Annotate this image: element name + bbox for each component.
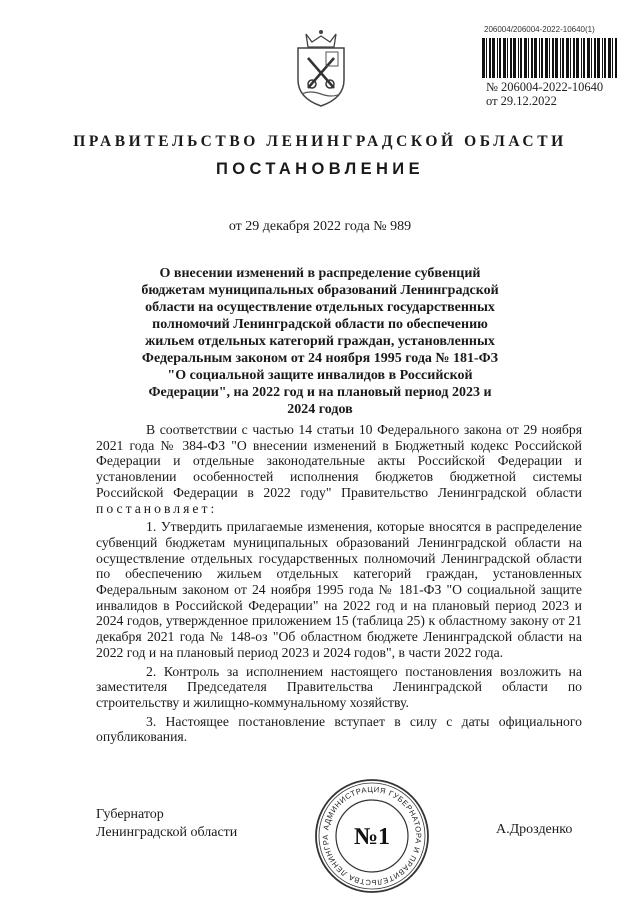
svg-text:№1: №1 xyxy=(353,824,391,850)
svg-text:АДМИНИСТРАЦИЯ ГУБЕРНАТОРА И ПР: АДМИНИСТРАЦИЯ ГУБЕРНАТОРА И ПРАВИТЕЛЬСТВА ЛЕНИНГРА xyxy=(320,784,424,888)
coat-of-arms-icon xyxy=(290,28,352,108)
preamble-text: В соответствии с частью 14 статьи 10 Федерального закона от 29 ноября 2021 года № 384-ФЗ "О внесении изменений в Бюджетный кодекс Российской Федерации и отдельные законодательные акты Российской Федерации и установлении особенностей исполнения бюджетов бюджетной системы Российской Федерации в 2022 году" Правительство Ленинградской области xyxy=(96,422,582,500)
document-title: О внесении изменений в распределение субвенций бюджетам муниципальных образований Ленинградской области на осуществление отдельных государственных полномочий Ленинградской области по обеспечению жильем отдельных категорий граждан, установленных Федеральным законом от 24 ноября 1995 года № 181-ФЗ "О социальной защите инвалидов в Российской Федерации", на 2022 год и на плановый период 2023 и 2024 годов xyxy=(141,266,499,417)
item-1-paragraph: 1. Утвердить прилагаемые изменения, которые вносятся в распределение субвенций бюджетам муниципальных образований Ленинградской области на осуществление отдельных государственных полномочий Ленинградской области по обеспечению жильем отдельных категорий граждан, установленных Федеральным законом от 24 ноября 1995 года № 181-ФЗ "О социальной защите инвалидов в Российской Федерации" на 2022 год и на плановый период 2023 и 2024 годов, утвержденное приложением 15 (таблица 25) к областному закону от 21 декабря 2021 года № 148-оз "Об областном бюджете Ленинградской области на 2022 год и на плановый период 2023 и 2024 годов", в части 2022 года. xyxy=(96,519,582,660)
document-body xyxy=(96,422,582,748)
signer-position-line1: Губернатор xyxy=(96,807,164,822)
registration-date: от 29.12.2022 xyxy=(486,94,557,108)
government-name: ПРАВИТЕЛЬСТВО ЛЕНИНГРАДСКОЙ ОБЛАСТИ xyxy=(73,133,567,150)
preamble-paragraph xyxy=(96,422,582,516)
item-2-paragraph: 2. Контроль за исполнением настоящего постановления возложить на заместителя Председателя Правительства Ленинградской области по строительству и жилищно-коммунальному хозяйству. xyxy=(96,663,582,710)
signer-position-line2: Ленинградской области xyxy=(96,825,238,840)
document-date: от 29 декабря 2022 года № 989 xyxy=(228,219,412,234)
document-type: ПОСТАНОВЛЕНИЕ xyxy=(216,160,424,178)
document-code: 206004/206004-2022-10640(1) xyxy=(484,25,595,34)
official-seal-stamp xyxy=(314,778,430,894)
barcode-icon xyxy=(482,38,618,78)
signer-name: А.Дрозденко xyxy=(496,822,573,837)
signer-position xyxy=(96,806,237,842)
registration-block xyxy=(486,80,603,108)
item-3-paragraph: 3. Настоящее постановление вступает в силу с даты официального опубликования. xyxy=(96,713,582,745)
registration-number: № 206004-2022-10640 xyxy=(486,80,604,94)
resolves-text: постановляет: xyxy=(96,500,218,516)
